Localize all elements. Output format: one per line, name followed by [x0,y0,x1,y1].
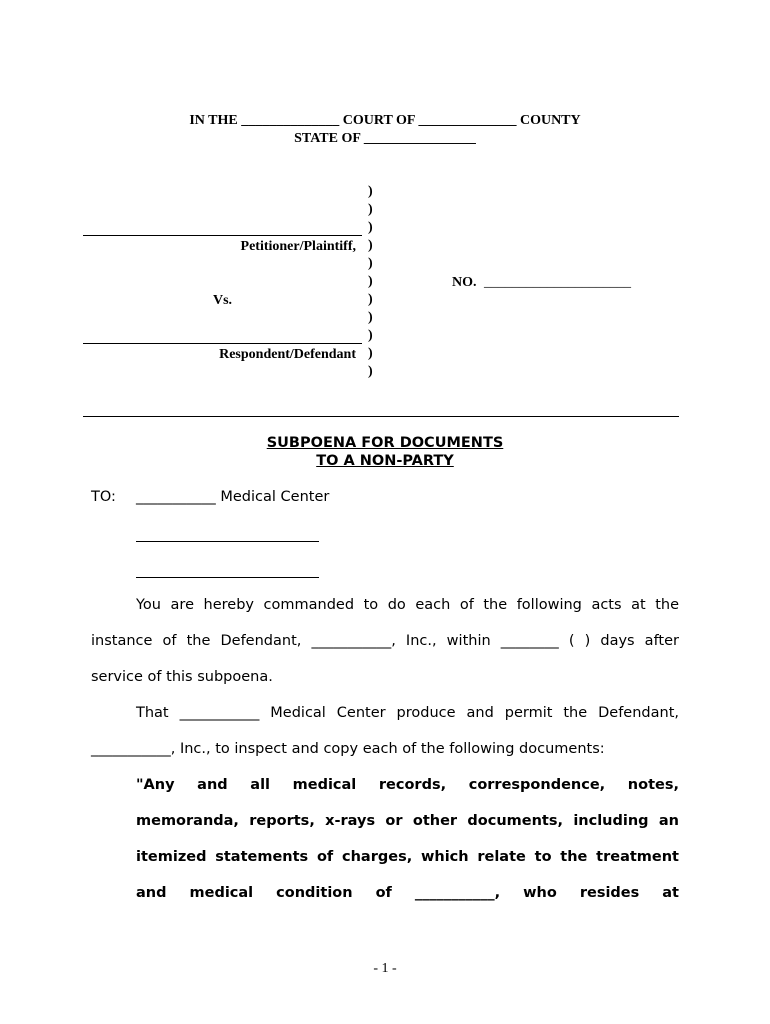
body-p1-line1: You are hereby commanded to do each of the following acts at the [136,597,679,613]
to-recipient-line1: ___________ Medical Center [136,489,330,505]
caption-paren: ) [368,346,373,361]
petitioner-signature-line [83,235,362,236]
caption-paren: ) [368,274,373,289]
page-number: - 1 - [373,961,397,976]
caption-paren: ) [368,310,373,325]
caption-paren: ) [368,292,373,307]
title-underline-text: SUBPOENA FOR DOCUMENTS [266,435,504,451]
court-header-line1: IN THE ______________ COURT OF ______________ COUNTY [189,113,581,128]
respondent-signature-line [83,343,362,344]
body-p1-line2: instance of the Defendant, ___________, Inc., within ________ ( ) days after [91,633,679,649]
caption-paren: ) [368,202,373,217]
title-underline-text: TO A NON-PARTY [316,453,454,469]
caption-paren: ) [368,328,373,343]
to-address-line-1 [136,541,319,542]
caption-paren: ) [368,364,373,379]
case-number-blank: _____________________ [484,275,631,290]
court-header-line2: STATE OF ________________ [294,131,476,146]
body-p1-line3: service of this subpoena. [91,669,273,685]
versus-label: Vs. [213,293,233,308]
body-p2-line2: ___________, Inc., to inspect and copy each of the following documents: [91,741,605,757]
to-label: TO: [91,489,116,505]
document-title-line2 [0,453,770,469]
document-title-line1 [0,435,770,451]
request-line1: "Any and all medical records, correspondence, notes, [136,777,679,793]
respondent-label: Respondent/Defendant [219,347,356,362]
request-line3: itemized statements of charges, which relate to the treatment [136,849,679,865]
caption-separator [83,416,679,417]
request-line2: memoranda, reports, x-rays or other documents, including an [136,813,679,829]
case-number-label: NO. [452,275,477,290]
caption-paren: ) [368,256,373,271]
to-address-line-2 [136,577,319,578]
caption-paren: ) [368,184,373,199]
petitioner-label: Petitioner/Plaintiff, [240,239,356,254]
caption-paren: ) [368,238,373,253]
body-p2-line1: That ___________ Medical Center produce and permit the Defendant, [136,705,679,721]
caption-paren: ) [368,220,373,235]
request-line4: and medical condition of ___________, who resides at [136,885,679,901]
